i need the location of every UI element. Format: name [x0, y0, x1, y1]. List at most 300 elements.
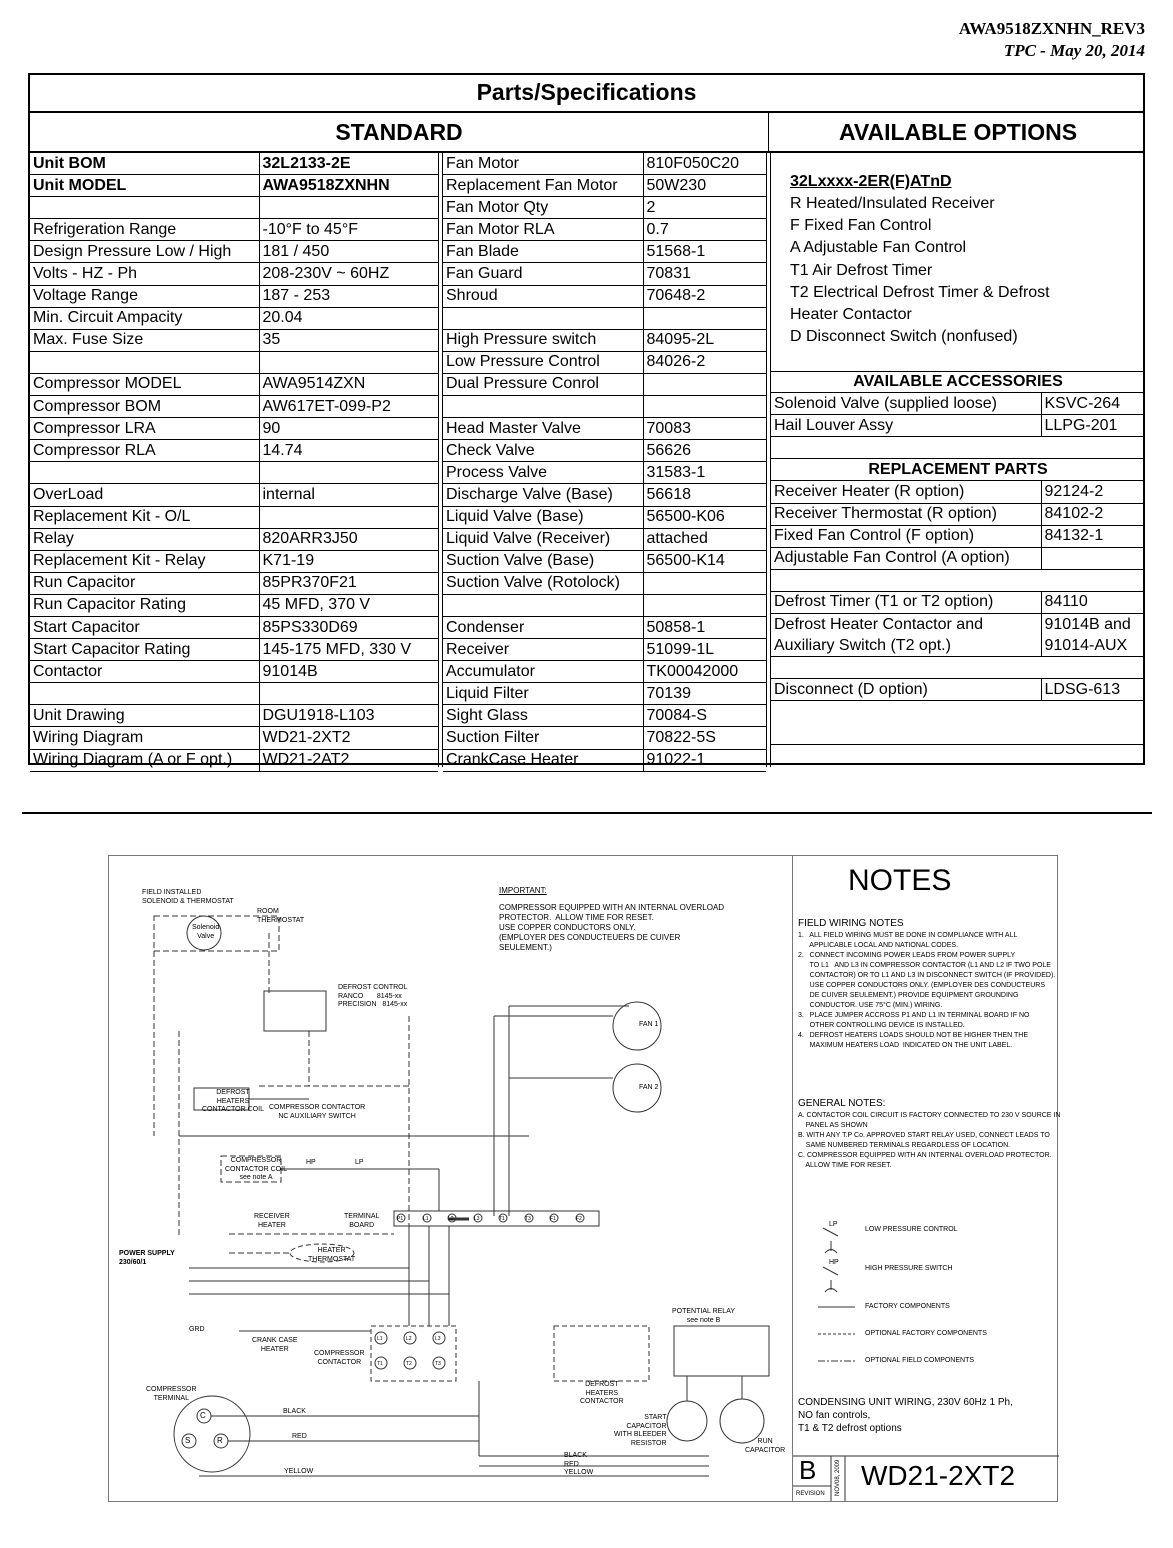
- table-row: [30, 307, 438, 329]
- tb-l2: L2: [448, 1216, 454, 1222]
- table-row: [30, 241, 438, 263]
- table-cell: High Pressure switch: [443, 329, 643, 351]
- potential-relay-label: POTENTIAL RELAY see note B: [672, 1308, 736, 1324]
- defrost-contactor-label: DEFROST HEATERS CONTACTOR: [580, 1381, 624, 1405]
- cont-t2: T2: [406, 1361, 412, 1367]
- legend-hp-text: HIGH PRESSURE SWITCH: [865, 1265, 953, 1272]
- cont-l2: L2: [406, 1336, 412, 1342]
- option-item: R Heated/Insulated Receiver: [790, 195, 995, 212]
- note-line: SAME NUMBERED TERMINALS REGARDLESS OF LOCATION.: [798, 1142, 1011, 1149]
- table-row: [30, 639, 438, 661]
- table-cell: 810F050C20: [643, 153, 766, 175]
- document-id: AWA9518ZXNHN_REV3: [958, 19, 1145, 38]
- important-line: USE COPPER CONDUCTORS ONLY.: [499, 923, 636, 932]
- table-cell: Fan Guard: [443, 263, 643, 285]
- table-cell: 32L2133-2E: [259, 153, 438, 175]
- table-row: [443, 329, 766, 351]
- spec-body: [30, 153, 1143, 767]
- table-cell: Unit Drawing: [30, 705, 259, 727]
- table-cell: 20.04: [259, 307, 438, 329]
- note-line: CONDUCTOR. USE 75°C (MIN.) WIRING.: [798, 1002, 943, 1009]
- start-cap-label: START CAPACITOR WITH BLEEDER RESISTOR: [614, 1414, 667, 1447]
- wiring-diagram: [108, 855, 1061, 1502]
- table-cell: Fixed Fan Control (F option): [771, 525, 1041, 547]
- option-item: D Disconnect Switch (nonfused): [790, 328, 1018, 345]
- note-line: PANEL AS SHOWN: [798, 1122, 868, 1129]
- table-cell: AWA9514ZXN: [259, 373, 438, 395]
- table-cell: 56618: [643, 484, 766, 506]
- note-line: USE COPPER CONDUCTORS ONLY. (EMPLOYER DES CONDUCTEURS: [798, 982, 1045, 989]
- table-cell: Check Valve: [443, 440, 643, 462]
- tb-l3: L3: [474, 1216, 480, 1222]
- blank-cell: [771, 569, 1145, 591]
- table-row: [30, 572, 438, 594]
- table-row: [443, 550, 766, 572]
- table-row: [771, 569, 1145, 591]
- revision-label: REVISION: [796, 1491, 825, 1497]
- revision-date: NOV08, 2009: [835, 1459, 841, 1496]
- table-row: [30, 285, 438, 307]
- notes-panel: [792, 856, 1059, 1501]
- table-cell: Sight Glass: [443, 705, 643, 727]
- table-cell: 14.74: [259, 440, 438, 462]
- cont-t1: T1: [377, 1361, 383, 1367]
- table-cell: Contactor: [30, 661, 259, 683]
- legend-opt-factory: OPTIONAL FACTORY COMPONENTS: [865, 1330, 987, 1337]
- table-cell: 84102-2: [1041, 503, 1145, 525]
- table-row: [771, 371, 1145, 393]
- table-cell: Relay: [30, 528, 259, 550]
- note-line: B. WITH ANY T.P Co. APPROVED START RELAY USED, CONNECT LEADS TO: [798, 1132, 1050, 1139]
- table-row: [443, 594, 766, 616]
- accessories-table: [771, 371, 1145, 745]
- table-cell: [30, 683, 259, 705]
- table-row: [30, 661, 438, 683]
- table-cell: Auxiliary Switch (T2 opt.): [771, 635, 1041, 657]
- table-cell: 84026-2: [643, 351, 766, 373]
- table-row: [771, 701, 1145, 745]
- table-row: [443, 307, 766, 329]
- drawing-number: WD21-2XT2: [861, 1460, 1016, 1491]
- note-line: MAXIMUM HEATERS LOAD INDICATED ON THE UNIT LABEL.: [798, 1042, 1013, 1049]
- wire-colors-label: BLACK RED YELLOW: [564, 1452, 594, 1476]
- section-heading: AVAILABLE ACCESSORIES: [771, 371, 1145, 393]
- table-row: [443, 683, 766, 705]
- caption-line: T1 & T2 defrost options: [798, 1423, 902, 1434]
- fan2-label: FAN 2: [639, 1084, 659, 1091]
- table-row: [30, 440, 438, 462]
- table-row: [443, 572, 766, 594]
- option-item: A Adjustable Fan Control: [790, 239, 967, 256]
- table-row: [30, 351, 438, 373]
- table-cell: [643, 572, 766, 594]
- table-cell: Unit BOM: [30, 153, 259, 175]
- hp-label: HP: [306, 1159, 316, 1166]
- table-cell: Accumulator: [443, 661, 643, 683]
- spec-title: Parts/Specifications: [30, 75, 1143, 113]
- important-line: SEULEMENT.): [499, 943, 552, 952]
- table-cell: 50W230: [643, 175, 766, 197]
- table-row: [443, 749, 766, 771]
- table-row: [771, 591, 1145, 613]
- important-line: PROTECTOR. ALLOW TIME FOR RESET.: [499, 913, 654, 922]
- table-cell: Low Pressure Control: [443, 351, 643, 373]
- legend-factory: FACTORY COMPONENTS: [865, 1303, 950, 1310]
- note-line: 4. DEFROST HEATERS LOADS SHOULD NOT BE HIGHER THEN THE: [798, 1032, 1029, 1039]
- terminal-c: C: [200, 1411, 206, 1420]
- table-row: [443, 285, 766, 307]
- table-cell: Unit MODEL: [30, 175, 259, 197]
- table-row: [771, 614, 1145, 636]
- table-cell: K71-19: [259, 550, 438, 572]
- table-cell: Max. Fuse Size: [30, 329, 259, 351]
- table-cell: 91014-AUX: [1041, 635, 1145, 657]
- table-cell: Start Capacitor Rating: [30, 639, 259, 661]
- table-row: [30, 153, 438, 175]
- run-capacitor-symbol: [720, 1399, 764, 1443]
- table-cell: 2: [643, 197, 766, 219]
- table-row: [30, 175, 438, 197]
- table-cell: WD21-2XT2: [259, 727, 438, 749]
- table-cell: Refrigeration Range: [30, 219, 259, 241]
- table-row: [30, 616, 438, 638]
- defrost-control-box: [264, 991, 326, 1031]
- table-cell: Head Master Valve: [443, 418, 643, 440]
- table-row: [771, 503, 1145, 525]
- table-row: [443, 175, 766, 197]
- table-row: [771, 481, 1145, 503]
- table-row: [771, 525, 1145, 547]
- power-supply-label: POWER SUPPLY 230/60/1: [119, 1250, 175, 1266]
- table-row: [443, 661, 766, 683]
- table-row: [30, 219, 438, 241]
- table-row: [443, 484, 766, 506]
- table-cell: Hail Louver Assy: [771, 415, 1041, 437]
- important-line: COMPRESSOR EQUIPPED WITH AN INTERNAL OVERLOAD: [499, 903, 725, 912]
- note-line: DE CUIVER SEULEMENT.) PROVIDE EQUIPMENT GROUNDING: [798, 992, 1019, 999]
- table-row: [30, 329, 438, 351]
- table-cell: 85PR370F21: [259, 572, 438, 594]
- table-cell: Fan Blade: [443, 241, 643, 263]
- defrost-contactor-box: [554, 1326, 649, 1381]
- table-cell: Discharge Valve (Base): [443, 484, 643, 506]
- comp-contactor-label: COMPRESSOR CONTACTOR: [314, 1350, 365, 1366]
- table-row: [771, 547, 1145, 569]
- legend-hp-symbol: HP: [829, 1259, 839, 1266]
- run-cap-label: RUN CAPACITOR: [745, 1438, 786, 1454]
- table-cell: 91014B and: [1044, 615, 1131, 633]
- table-cell: [30, 197, 259, 219]
- cont-l3: L3: [435, 1336, 441, 1342]
- table-row: [30, 727, 438, 749]
- table-row: [443, 727, 766, 749]
- table-row: [771, 459, 1145, 481]
- table-row: [30, 263, 438, 285]
- table-cell: Compressor LRA: [30, 418, 259, 440]
- table-row: [771, 437, 1145, 459]
- table-row: [443, 639, 766, 661]
- note-line: 1. ALL FIELD WIRING MUST BE DONE IN COMPLIANCE WITH ALL: [798, 932, 1018, 939]
- table-cell: Solenoid Valve (supplied loose): [771, 393, 1041, 415]
- table-row: [30, 594, 438, 616]
- option-pattern: 32Lxxxx-2ER(F)ATnD: [790, 173, 952, 190]
- table-cell: Volts - HZ - Ph: [30, 263, 259, 285]
- table-row: [443, 528, 766, 550]
- legend-lp-symbol: LP: [829, 1221, 838, 1228]
- notes-title: NOTES: [848, 864, 952, 897]
- note-line: A. CONTACTOR COIL CIRCUIT IS FACTORY CONNECTED TO 230 V SOURCE IN: [798, 1112, 1061, 1119]
- table-row: [443, 263, 766, 285]
- tb-t3: T3: [525, 1216, 531, 1222]
- option-item: Heater Contactor: [790, 306, 912, 323]
- caption-line: CONDENSING UNIT WIRING, 230V 60Hz 1 Ph,: [798, 1397, 1013, 1408]
- table-cell: Compressor MODEL: [30, 373, 259, 395]
- tb-p1: P1: [397, 1216, 404, 1222]
- table-cell: Replacement Kit - Relay: [30, 550, 259, 572]
- tb-t1: T1: [499, 1216, 505, 1222]
- table-cell: 70648-2: [643, 285, 766, 307]
- table-cell: 70139: [643, 683, 766, 705]
- table-cell: DGU1918-L103: [259, 705, 438, 727]
- table-row: [771, 657, 1145, 679]
- comp-aux-label: COMPRESSOR CONTACTOR NC AUXILIARY SWITCH: [269, 1104, 366, 1120]
- table-cell: [643, 594, 766, 616]
- defrost-heaters-coil-label: DEFROST HEATERS CONTACTOR COIL: [202, 1089, 264, 1113]
- table-cell: Suction Filter: [443, 727, 643, 749]
- table-row: [30, 683, 438, 705]
- table-cell: Start Capacitor: [30, 616, 259, 638]
- table-cell: [259, 462, 438, 484]
- table-row: [443, 351, 766, 373]
- table-row: [30, 396, 438, 418]
- note-line: TO L1 AND L3 IN COMPRESSOR CONTACTOR (L1 AND L2 IF TWO POLE: [798, 962, 1051, 969]
- tb-l1: L1: [423, 1216, 429, 1222]
- table-cell: Receiver: [443, 639, 643, 661]
- table-cell: Compressor RLA: [30, 440, 259, 462]
- table-cell: 90: [259, 418, 438, 440]
- table-cell: 84132-1: [1041, 525, 1145, 547]
- option-item: T1 Air Defrost Timer: [790, 262, 933, 279]
- tb-f1: F1: [550, 1216, 556, 1222]
- receiver-heater-label: RECEIVER HEATER: [254, 1213, 290, 1229]
- table-row: [771, 679, 1145, 701]
- table-cell: [643, 396, 766, 418]
- table-cell: 51568-1: [643, 241, 766, 263]
- section-heading: REPLACEMENT PARTS: [771, 459, 1145, 481]
- table-cell: Dual Pressure Conrol: [443, 373, 643, 395]
- table-row: [443, 705, 766, 727]
- table-cell: [443, 396, 643, 418]
- table-cell: 70083: [643, 418, 766, 440]
- defrost-control-label: DEFROST CONTROL RANCO 8145-xx PRECISION 8145-xx: [338, 984, 408, 1008]
- table-row: [30, 550, 438, 572]
- table-cell: Receiver Heater (R option): [771, 481, 1041, 503]
- table-cell: [259, 506, 438, 528]
- table-cell: LLPG-201: [1041, 415, 1145, 437]
- table-row: [443, 219, 766, 241]
- table-cell: 56500-K14: [643, 550, 766, 572]
- table-cell: Min. Circuit Ampacity: [30, 307, 259, 329]
- table-row: [30, 749, 438, 771]
- standard-header: STANDARD: [30, 113, 769, 151]
- table-cell: Fan Motor: [443, 153, 643, 175]
- note-line: CONTACTOR) OR TO L1 AND L3 IN DISCONNECT SWITCH (IF PROVIDED).: [798, 972, 1056, 979]
- terminal-board-label: TERMINAL BOARD: [344, 1213, 380, 1229]
- table-cell: 181 / 450: [259, 241, 438, 263]
- document-header: [959, 18, 1145, 62]
- table-row: [443, 197, 766, 219]
- important-title: IMPORTANT:: [499, 886, 547, 895]
- table-cell: Run Capacitor Rating: [30, 594, 259, 616]
- note-line: APPLICABLE LOCAL AND NATIONAL CODES.: [798, 942, 959, 949]
- table-row: [771, 415, 1145, 437]
- note-line: 2. CONNECT INCOMING POWER LEADS FROM POWER SUPPLY: [798, 952, 1016, 959]
- cont-l1: L1: [377, 1336, 383, 1342]
- table-cell: 70822-5S: [643, 727, 766, 749]
- blank-cell: [771, 657, 1145, 679]
- wire-red-label: RED: [292, 1433, 307, 1440]
- table-row: [30, 462, 438, 484]
- table-cell: Replacement Kit - O/L: [30, 506, 259, 528]
- field-installed-label: FIELD INSTALLED SOLENOID & THERMOSTAT: [142, 889, 234, 905]
- table-cell: Compressor BOM: [30, 396, 259, 418]
- table-cell: 820ARR3J50: [259, 528, 438, 550]
- table-row: [30, 528, 438, 550]
- table-cell: [259, 351, 438, 373]
- table-cell: Defrost Heater Contactor and: [771, 614, 1041, 636]
- table-cell: -10°F to 45°F: [259, 219, 438, 241]
- table-cell: [643, 307, 766, 329]
- ground-label: GRD: [189, 1326, 205, 1333]
- left-spec-table: [30, 153, 438, 772]
- table-cell: Liquid Valve (Receiver): [443, 528, 643, 550]
- wire-yellow-label: YELLOW: [284, 1468, 314, 1475]
- room-thermostat-label: ROOM THERMOSTAT: [257, 908, 305, 924]
- table-cell: 92124-2: [1041, 481, 1145, 503]
- table-cell: WD21-2AT2: [259, 749, 438, 771]
- table-cell: internal: [259, 484, 438, 506]
- document-date: TPC - May 20, 2014: [1003, 41, 1145, 60]
- table-cell: Condenser: [443, 616, 643, 638]
- fan1-label: FAN 1: [639, 1021, 659, 1028]
- table-cell: 84095-2L: [643, 329, 766, 351]
- table-cell: 35: [259, 329, 438, 351]
- page-divider: [22, 812, 1152, 814]
- table-cell: 70084-S: [643, 705, 766, 727]
- terminal-s: S: [185, 1436, 191, 1445]
- table-cell: Adjustable Fan Control (A option): [771, 547, 1041, 569]
- table-cell: Process Valve: [443, 462, 643, 484]
- option-item: T2 Electrical Defrost Timer & Defrost: [790, 284, 1050, 301]
- table-row: [771, 635, 1145, 657]
- table-cell: Suction Valve (Base): [443, 550, 643, 572]
- comp-coil-label: COMPRESSOR CONTACTOR COIL see note A: [225, 1157, 287, 1181]
- available-options: [771, 153, 1145, 372]
- table-row: [30, 506, 438, 528]
- table-cell: 56500-K06: [643, 506, 766, 528]
- table-cell: Voltage Range: [30, 285, 259, 307]
- table-cell: Liquid Filter: [443, 683, 643, 705]
- table-row: [30, 418, 438, 440]
- note-line: ALLOW TIME FOR RESET.: [798, 1162, 892, 1169]
- note-line: C. COMPRESSOR EQUIPPED WITH AN INTERNAL OVERLOAD PROTECTOR.: [798, 1152, 1052, 1159]
- legend-lp-text: LOW PRESSURE CONTROL: [865, 1226, 958, 1233]
- table-row: [30, 197, 438, 219]
- table-cell: 0.7: [643, 219, 766, 241]
- table-cell: Wiring Diagram: [30, 727, 259, 749]
- options-header: AVAILABLE OPTIONS: [838, 119, 1078, 145]
- table-cell: 84110: [1041, 591, 1145, 613]
- table-cell: Replacement Fan Motor: [443, 175, 643, 197]
- tb-f2: F2: [576, 1216, 582, 1222]
- note-line: OTHER CONTROLLING DEVICE IS INSTALLED.: [798, 1022, 965, 1029]
- table-cell: [643, 373, 766, 395]
- table-row: [443, 462, 766, 484]
- table-row: [30, 484, 438, 506]
- table-cell: Liquid Valve (Base): [443, 506, 643, 528]
- table-cell: 85PS330D69: [259, 616, 438, 638]
- table-cell: attached: [643, 528, 766, 550]
- solenoid-label: Solenoid Valve: [192, 924, 220, 940]
- table-row: [443, 373, 766, 395]
- table-row: [443, 440, 766, 462]
- cont-t3: T3: [435, 1361, 441, 1367]
- table-cell: 45 MFD, 370 V: [259, 594, 438, 616]
- table-row: [771, 393, 1145, 415]
- revision-letter: B: [799, 1455, 817, 1485]
- table-cell: Shroud: [443, 285, 643, 307]
- table-cell: Wiring Diagram (A or F opt.): [30, 749, 259, 771]
- table-cell: Defrost Timer (T1 or T2 option): [771, 591, 1041, 613]
- mid-spec-table: [443, 153, 766, 772]
- table-cell: Receiver Thermostat (R option): [771, 503, 1041, 525]
- crank-heater-label: CRANK CASE HEATER: [252, 1337, 298, 1353]
- table-cell: [1041, 547, 1145, 569]
- table-cell: Disconnect (D option): [771, 679, 1041, 701]
- table-cell: 145-175 MFD, 330 V: [259, 639, 438, 661]
- heater-thermostat-label: HEATER THERMOSTAT: [308, 1247, 356, 1263]
- table-cell: [30, 351, 259, 373]
- table-cell: CrankCase Heater: [443, 749, 643, 771]
- legend-opt-field: OPTIONAL FIELD COMPONENTS: [865, 1357, 975, 1364]
- table-row: [30, 373, 438, 395]
- table-cell: 56626: [643, 440, 766, 462]
- table-row: [30, 705, 438, 727]
- important-line: (EMPLOYER DES CONDUCTEUERS DE CUIVER: [499, 933, 681, 942]
- table-cell: AW617ET-099-P2: [259, 396, 438, 418]
- table-cell: Fan Motor Qty: [443, 197, 643, 219]
- wiring-schematic: [109, 856, 792, 1501]
- blank-cell: [771, 701, 1145, 745]
- table-cell: AWA9518ZXNHN: [259, 175, 438, 197]
- caption-line: NO fan controls,: [798, 1410, 871, 1421]
- table-cell: Suction Valve (Rotolock): [443, 572, 643, 594]
- parts-spec-table: [28, 73, 1145, 769]
- potential-relay-box: [674, 1326, 769, 1376]
- table-cell: [30, 462, 259, 484]
- table-cell: KSVC-264: [1041, 393, 1145, 415]
- option-item: F Fixed Fan Control: [790, 217, 932, 234]
- table-cell: OverLoad: [30, 484, 259, 506]
- general-notes-title: GENERAL NOTES:: [798, 1098, 886, 1109]
- blank-cell: [771, 437, 1145, 459]
- note-line: 3. PLACE JUMPER ACCROSS P1 AND L1 IN TERMINAL BOARD IF NO: [798, 1012, 1030, 1019]
- table-row: [443, 506, 766, 528]
- table-cell: LDSG-613: [1041, 679, 1145, 701]
- table-cell: 50858-1: [643, 616, 766, 638]
- table-cell: Run Capacitor: [30, 572, 259, 594]
- field-wiring-title: FIELD WIRING NOTES: [798, 918, 904, 929]
